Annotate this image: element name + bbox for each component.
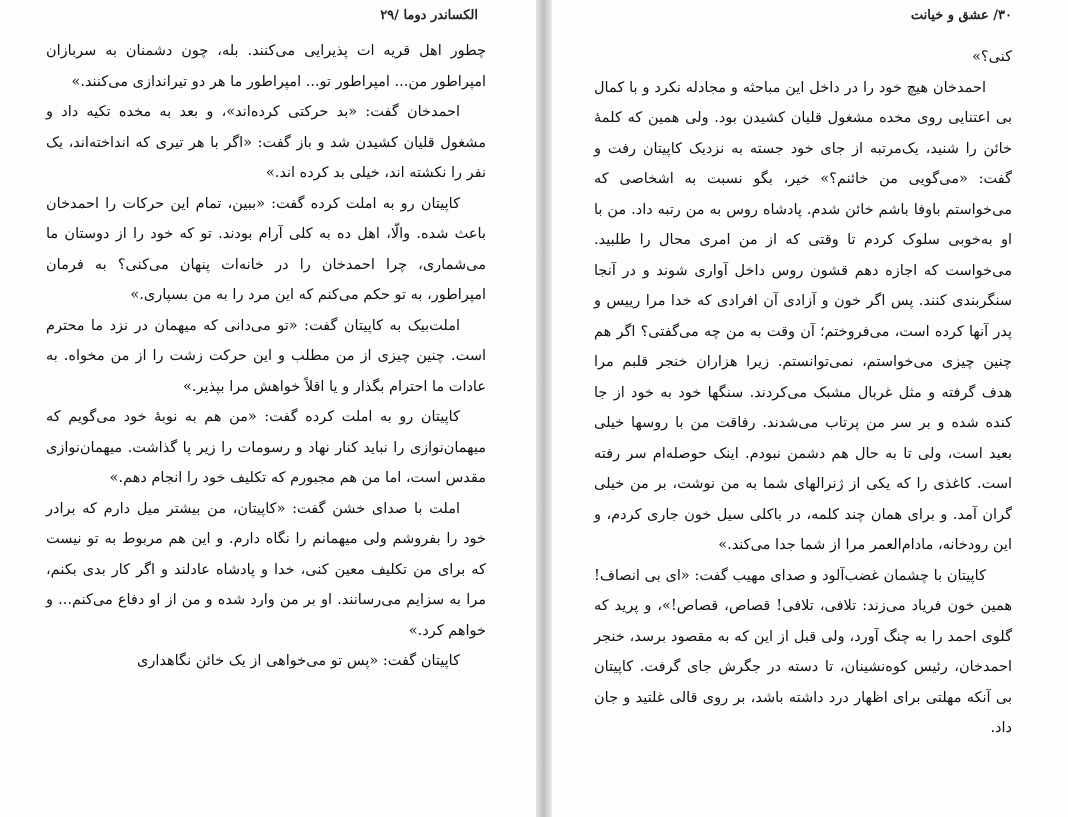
right-page-header: ۳۰/ عشق و خیانت bbox=[910, 8, 1012, 23]
right-page-body bbox=[594, 42, 1012, 744]
paragraph: املت با صدای خشن گفت: «کاپیتان، من بیشتر میل دارم که برادر خود را بفروشم ولی میهمانم را نگاه دارم. و این هم مربوط به تو نیست که برای من تکلیف معین کنی، خدا و پادشاه عادلند و اگر کار بدی بکنم، مرا به سزایم می‌رسانند. او بر من وارد شده و من از او دفاع می‌کنم... و خواهم کرد.» bbox=[46, 500, 486, 639]
paragraph: کاپیتان رو به املت کرده گفت: «من هم به نوبهٔ خود می‌گویم که میهمان‌نوازی را نباید کنار نهاد و رسومات را زیر پا گذاشت. میهمان‌نوازی مقدس است، اما من هم مجبورم که تکلیف خود را انجام دهم.» bbox=[46, 409, 486, 486]
paragraph: املت‌بیک به کاپیتان گفت: «تو می‌دانی که میهمان در نزد ما محترم است. چنین چیزی از من مطلب و این حرکت زشت را از من مخواه. به عادات ما احترام بگذار و یا اقلاً خواهش مرا بپذیر.» bbox=[46, 317, 486, 395]
paragraph: کنی؟» bbox=[972, 49, 1012, 65]
paragraph: کاپیتان گفت: «پس تو می‌خواهی از یک خائن نگاهداری bbox=[137, 653, 460, 669]
right-page bbox=[552, 0, 1068, 817]
left-page-header: الکساندر دوما /۲۹ bbox=[380, 8, 478, 23]
left-page-body bbox=[46, 36, 486, 677]
paragraph: کاپیتان رو به املت کرده گفت: «ببین، تمام این حرکات را احمدخان باعث شده. والّا، اهل ده به کلی آرام بودند. تو که خود را از دوستان ما می‌شماری، چرا احمدخان را در خانه‌ات پنهان می‌کنی؟ به فرمان امپراطور، به تو حکم می‌کنم که این مرد را به من بسپاری.» bbox=[46, 195, 486, 303]
paragraph: احمدخان هیچ خود را در داخل این مباحثه و مجادله نکرد و با کمال بی اعتنایی روی مخده مشغول قلیان کشیدن بود. ولی همین که کلمهٔ خائن را شنید، یک‌مرتبه از جای خود جسته به نزدیک کاپیتان رفت و گفت: «می‌گویی من خائنم؟» خیر، بگو نسبت به اشخاصی که می‌خواستم باوفا باشم خائن شدم. پادشاه روس به من رتبه داد. من با او به‌خوبی سلوک کردم تا وقتی که از من امری محال را طلبید. می‌خواست که اجازه دهم قشون روس داخل آواری شوند و در آنجا سنگربندی کنند. پس اگر خون و آزادی آن افرادی که خدا مرا رییس و پدر آنها کرده است، می‌فروختم؛ آن وقت به من چه می‌گفتی؟ اگر هم چنین چیزی می‌خواستم، نمی‌توانستم. زیرا هزاران خنجر قلبم مرا هدف گرفته و مثل غربال مشبک می‌کردند. سنگها خود به خود از جا کنده شده و بر سر من پرتاب می‌شدند. رفاقت من با روسها خیلی بعید است، ولی تا به حال هم دشمن نبودم. اینک حوصله‌ام سر رفته است. کاغذی را که یکی از ژنرالهای شما به من نوشت، بر من خیلی گران آمد. و برای همان چند کلمه، در باکلی سیل خون جاری کردم، و این رودخانه، مادام‌العمر مرا از شما جدا می‌کند.» bbox=[594, 79, 1012, 553]
paragraph: چطور اهل قریه ات پذیرایی می‌کنند. بله، چون دشمنان به سربازان امپراطور من... امپراطور تو... امپراطور ما هر دو تیراندازی می‌کنند.» bbox=[46, 43, 486, 90]
paragraph: احمدخان گفت: «بد حرکتی کرده‌اند»، و بعد به مخده تکیه داد و مشغول قلیان کشیدن شد و باز گفت: «اگر با هر تیری که انداخته‌اند، یک نفر را نکشته اند، خیلی بد کرده اند.» bbox=[46, 104, 486, 181]
book-gutter bbox=[536, 0, 552, 817]
paragraph: کاپیتان با چشمان غضب‌آلود و صدای مهیب گفت: «ای بی انصاف! همین خون فریاد می‌زند: تلافی، تلافی! قصاص، قصاص!»، و پرید که گلوی احمد را به چنگ آورد، ولی قبل از این که به مقصود برسد، خنجر احمدخان، رئیس کوه‌نشینان، تا دسته در جگرش جای گرفت. کاپیتان بی آنکه مهلتی برای اظهار درد داشته باشد، بر روی قالی غلتید و جان داد. bbox=[594, 567, 1012, 736]
